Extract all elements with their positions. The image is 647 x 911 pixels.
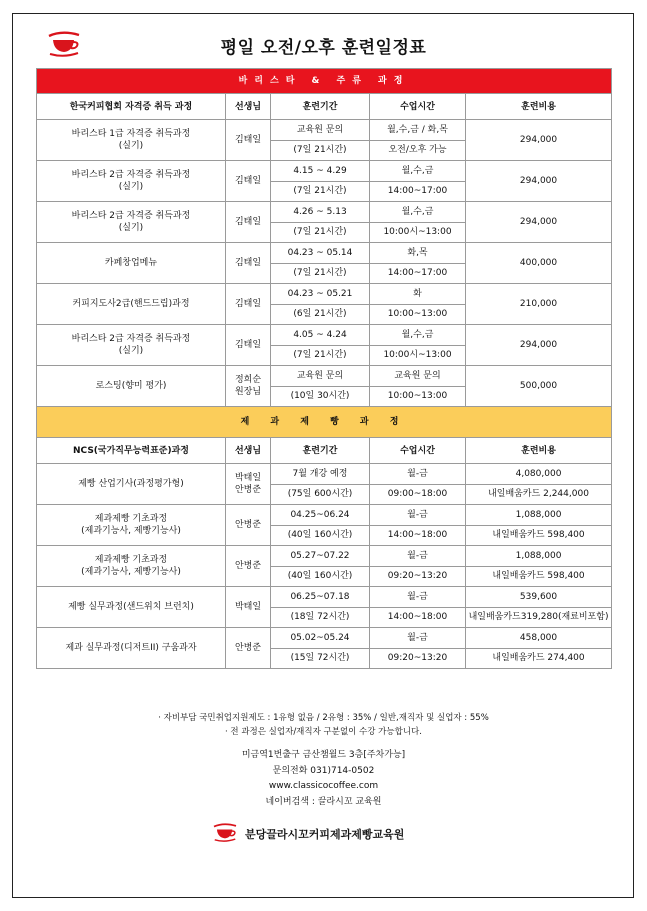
course-name-line: 제빵 산업기사(과정평가형) [78, 479, 184, 489]
column-header: NCS(국가직무능력표준)과정 [37, 438, 226, 464]
fee: 458,000 [466, 628, 612, 649]
column-header: 훈련기간 [271, 438, 370, 464]
class-time: 월,수,금 / 화,목 [370, 120, 466, 141]
schedule-table [36, 68, 612, 669]
course-name [37, 325, 226, 366]
teacher-line: 김태일 [234, 176, 262, 186]
teacher [226, 284, 271, 325]
footer-name: 분당끌라시꼬커피제과제빵교육원 [245, 828, 405, 841]
barista-section-header [37, 69, 612, 94]
table-row [37, 161, 612, 182]
class-time-detail: 09:00~18:00 [370, 484, 466, 505]
phone: 문의전화 031)714-0502 [272, 765, 375, 776]
fee: 539,600 [466, 587, 612, 608]
course-name-line: 제과제빵 기초과정 [94, 555, 168, 565]
fee: 210,000 [466, 284, 612, 325]
class-time: 월-금 [370, 464, 466, 485]
fee: 294,000 [466, 161, 612, 202]
table-row [37, 243, 612, 264]
class-time-detail: 14:00~17:00 [370, 181, 466, 202]
class-time: 월-금 [370, 628, 466, 649]
course-name [37, 587, 226, 628]
teacher [226, 546, 271, 587]
period-duration: (7일 21시간) [271, 345, 370, 366]
fee: 500,000 [466, 366, 612, 407]
teacher [226, 120, 271, 161]
teacher-line: 안병준 [234, 643, 262, 653]
period: 4.15 ~ 4.29 [271, 161, 370, 182]
fee: 1,088,000 [466, 546, 612, 567]
period-duration: (7일 21시간) [271, 263, 370, 284]
course-name-line: (실기) [118, 182, 144, 192]
course-name [37, 243, 226, 284]
teacher [226, 628, 271, 669]
course-name-line: 바리스타 2급 자격증 취득과정 [71, 334, 191, 344]
table-row [37, 325, 612, 346]
course-name [37, 161, 226, 202]
class-time: 월-금 [370, 505, 466, 526]
table-row [37, 587, 612, 608]
column-header: 선생님 [226, 438, 271, 464]
course-name-line: 바리스타 1급 자격증 취득과정 [71, 129, 191, 139]
class-time-detail: 14:00~18:00 [370, 607, 466, 628]
class-time-detail: 14:00~17:00 [370, 263, 466, 284]
fee-card: 내일배움카드 2,244,000 [466, 484, 612, 505]
class-time: 화 [370, 284, 466, 305]
class-time-detail: 09:20~13:20 [370, 648, 466, 669]
course-name-line: 제빵 실무과정(샌드위치 브런치) [68, 602, 194, 612]
course-name [37, 464, 226, 505]
barista-column-headers [37, 94, 612, 120]
period-duration: (75일 600시간) [271, 484, 370, 505]
course-name [37, 366, 226, 407]
note-line: · 전 과정은 실업자/재직자 구분없이 수강 가능합니다. [225, 726, 422, 737]
period-duration: (6일 21시간) [271, 304, 370, 325]
course-name [37, 120, 226, 161]
table-row [37, 464, 612, 485]
fee: 4,080,000 [466, 464, 612, 485]
period: 04.25~06.24 [271, 505, 370, 526]
course-name [37, 505, 226, 546]
class-time: 교육원 문의 [370, 366, 466, 387]
period: 4.26 ~ 5.13 [271, 202, 370, 223]
period: 06.25~07.18 [271, 587, 370, 608]
teacher [226, 587, 271, 628]
teacher-line: 정희순 [234, 375, 262, 385]
course-name-line: 커피지도사2급(핸드드립)과정 [72, 299, 190, 309]
fee-card: 내일배움카드 598,400 [466, 525, 612, 546]
class-time-detail: 10:00~13:00 [370, 304, 466, 325]
course-name-line: 제과 실무과정(디저트II) 구움과자 [65, 643, 197, 653]
teacher [226, 505, 271, 546]
class-time: 월,수,금 [370, 325, 466, 346]
period-duration: (7일 21시간) [271, 181, 370, 202]
course-name [37, 546, 226, 587]
course-name-line: 바리스타 2급 자격증 취득과정 [71, 211, 191, 221]
class-time: 화,목 [370, 243, 466, 264]
teacher [226, 202, 271, 243]
table-row [37, 120, 612, 141]
section-title: 바리스타 & 주류 과정 [37, 69, 612, 94]
course-name-line: 카페창업메뉴 [104, 258, 158, 268]
class-time-detail: 10:00~13:00 [370, 386, 466, 407]
teacher [226, 325, 271, 366]
section-title: 제 과 제 빵 과 정 [37, 407, 612, 438]
bakery-section-header [37, 407, 612, 438]
period-duration: (15일 72시간) [271, 648, 370, 669]
fee: 400,000 [466, 243, 612, 284]
column-header: 선생님 [226, 94, 271, 120]
table-row [37, 546, 612, 567]
teacher [226, 464, 271, 505]
page-title: 평일 오전/오후 훈련일정표 [220, 38, 427, 58]
period: 05.02~05.24 [271, 628, 370, 649]
fee-card: 내일배움카드 274,400 [466, 648, 612, 669]
website: www.classicocoffee.com [268, 781, 379, 791]
table-row [37, 505, 612, 526]
course-name-line: (제과기능사, 제빵기능사) [81, 567, 181, 577]
period-duration: (40일 160시간) [271, 566, 370, 587]
column-header: 훈련비용 [466, 94, 612, 120]
teacher-line: 김태일 [234, 340, 262, 350]
course-name [37, 284, 226, 325]
fee-card: 내일배움카드319,280(재료비포함) [466, 607, 612, 628]
teacher-line: 김태일 [234, 258, 262, 268]
bakery-column-headers [37, 438, 612, 464]
teacher-line: 박태일 [234, 473, 262, 483]
period-duration: (7일 21시간) [271, 140, 370, 161]
period: 04.23 ~ 05.21 [271, 284, 370, 305]
table-row [37, 284, 612, 305]
period-duration: (7일 21시간) [271, 222, 370, 243]
period-duration: (18일 72시간) [271, 607, 370, 628]
period: 교육원 문의 [271, 366, 370, 387]
teacher-line: 김태일 [234, 135, 262, 145]
period-duration: (40일 160시간) [271, 525, 370, 546]
course-name-line: 바리스타 2급 자격증 취득과정 [71, 170, 191, 180]
table-row [37, 202, 612, 223]
course-name-line: (실기) [118, 223, 144, 233]
teacher-line: 안병준 [234, 485, 262, 495]
class-time-detail: 09:20~13:20 [370, 566, 466, 587]
class-time-detail: 오전/오후 가능 [370, 140, 466, 161]
course-name-line: 제과제빵 기초과정 [94, 514, 168, 524]
fee: 294,000 [466, 325, 612, 366]
notes [0, 712, 647, 739]
course-name [37, 202, 226, 243]
period: 7월 개강 예정 [271, 464, 370, 485]
class-time: 월-금 [370, 587, 466, 608]
class-time-detail: 10:00시~13:00 [370, 345, 466, 366]
note-line: · 자비부담 국민취업지원제도 : 1유형 없음 / 2유형 : 35% / 일반,재직자 및 실업자 : 55% [158, 713, 489, 723]
class-time: 월,수,금 [370, 161, 466, 182]
course-name [37, 628, 226, 669]
period: 04.23 ~ 05.14 [271, 243, 370, 264]
class-time-detail: 14:00~18:00 [370, 525, 466, 546]
contact-info [0, 748, 647, 810]
teacher-line: 원장님 [234, 387, 262, 397]
naver-search: 네이버검색 : 끌라시꼬 교육원 [265, 796, 382, 807]
fee: 1,088,000 [466, 505, 612, 526]
fee: 294,000 [466, 202, 612, 243]
class-time-detail: 10:00시~13:00 [370, 222, 466, 243]
column-header: 수업시간 [370, 438, 466, 464]
course-name-line: 로스팅(향미 평가) [95, 381, 167, 391]
class-time: 월-금 [370, 546, 466, 567]
column-header: 훈련기간 [271, 94, 370, 120]
column-header: 수업시간 [370, 94, 466, 120]
period: 교육원 문의 [271, 120, 370, 141]
fee: 294,000 [466, 120, 612, 161]
period-duration: (10일 30시간) [271, 386, 370, 407]
period: 4.05 ~ 4.24 [271, 325, 370, 346]
teacher-line: 안병준 [234, 520, 262, 530]
course-name-line: (실기) [118, 141, 144, 151]
teacher-line: 안병준 [234, 561, 262, 571]
class-time: 월,수,금 [370, 202, 466, 223]
course-name-line: (제과기능사, 제빵기능사) [81, 526, 181, 536]
table-row [37, 366, 612, 387]
period: 05.27~07.22 [271, 546, 370, 567]
footer-coffee-cup-icon [210, 820, 240, 842]
teacher-line: 박태일 [234, 602, 262, 612]
teacher [226, 161, 271, 202]
column-header: 한국커피협회 자격증 취득 과정 [37, 94, 226, 120]
teacher-line: 김태일 [234, 217, 262, 227]
teacher-line: 김태일 [234, 299, 262, 309]
column-header: 훈련비용 [466, 438, 612, 464]
teacher [226, 243, 271, 284]
course-name-line: (실기) [118, 346, 144, 356]
table-row [37, 628, 612, 649]
fee-card: 내일배움카드 598,400 [466, 566, 612, 587]
address: 미금역1번출구 금산챔월드 3층[주차가능] [241, 750, 406, 760]
teacher [226, 366, 271, 407]
